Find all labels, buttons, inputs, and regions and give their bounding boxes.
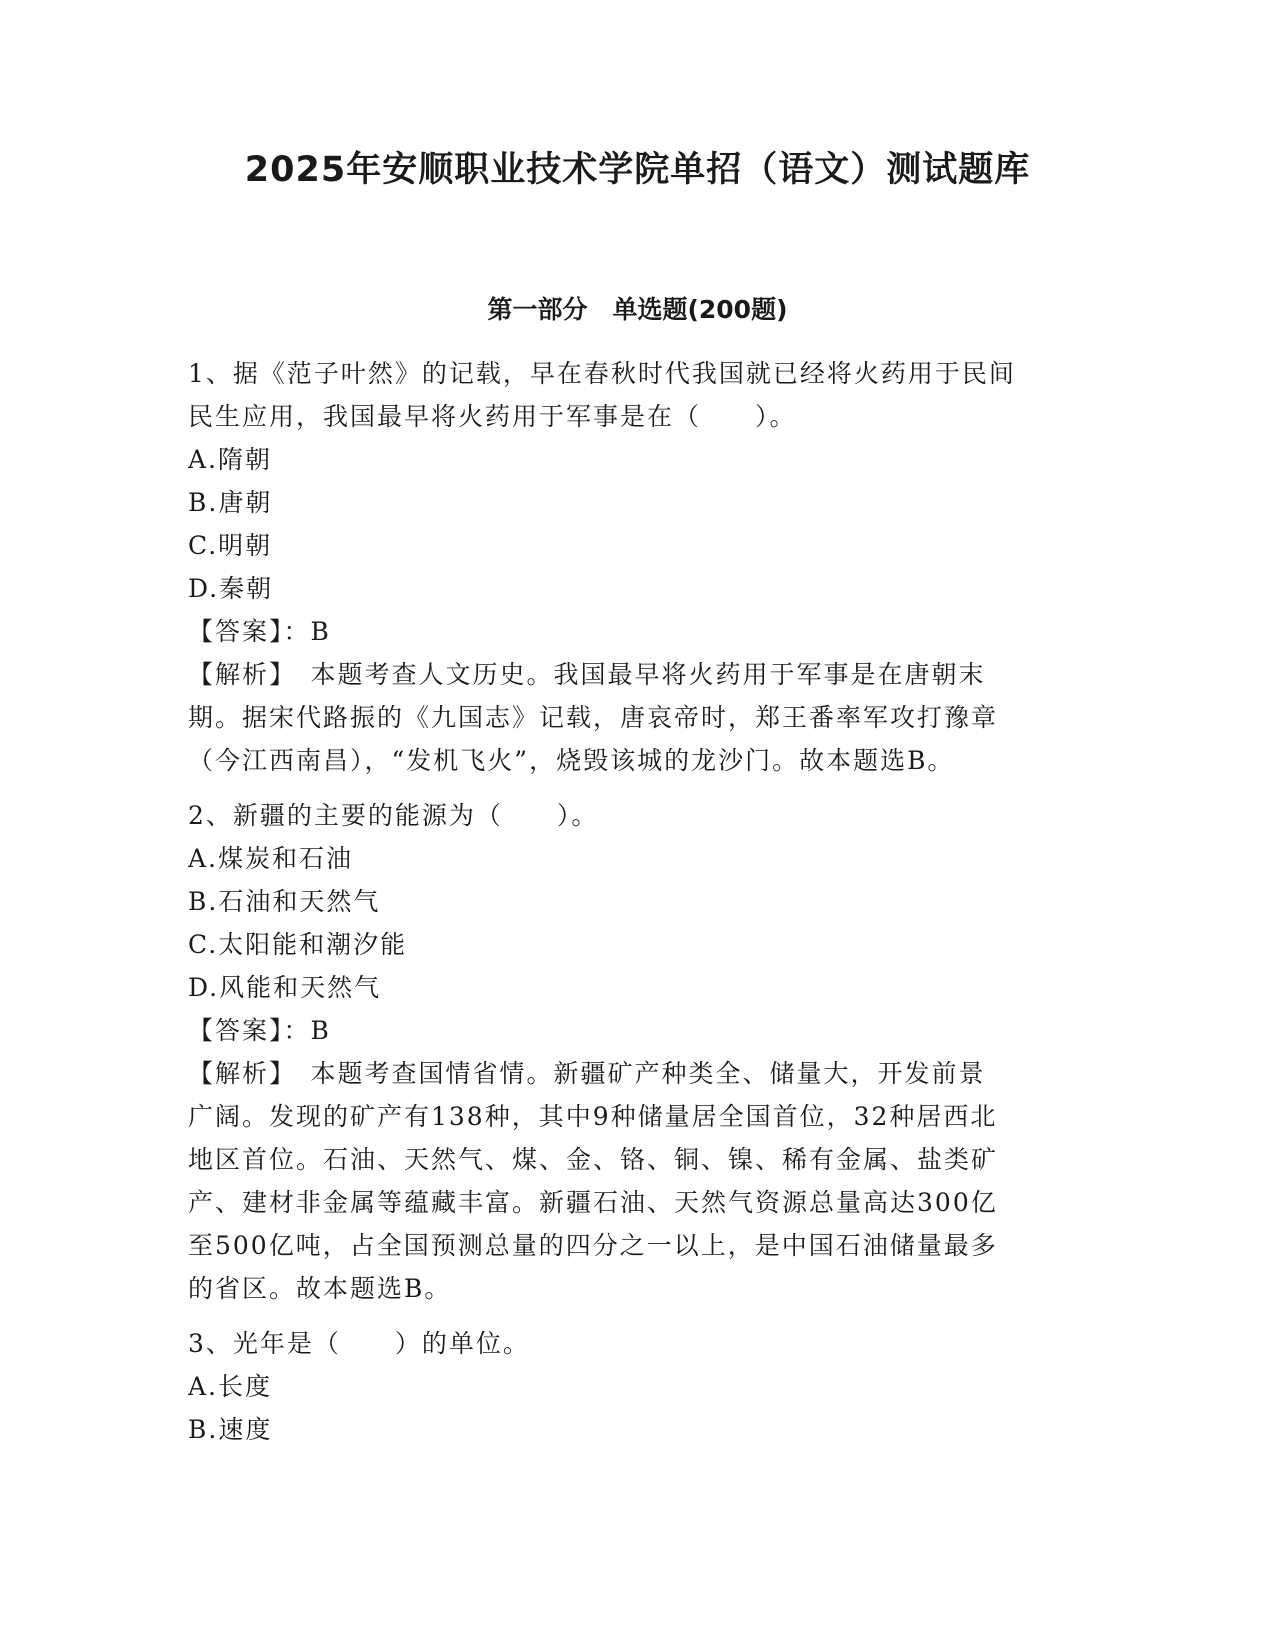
question-2 xyxy=(188,794,1083,1310)
analysis-text: 期。据宋代路振的《九国志》记载，唐哀帝时，郑王番率军攻打豫章 xyxy=(188,703,999,732)
section-title: 第一部分 单选题(200题) xyxy=(487,295,788,324)
option-b: B.唐朝 xyxy=(188,488,273,517)
option-b: B.速度 xyxy=(188,1415,273,1444)
question-stem-line: 1、据《范子叶然》的记载，早在春秋时代我国就已经将火药用于民间 xyxy=(188,359,1016,388)
analysis-text: 的省区。故本题选B。 xyxy=(188,1274,452,1303)
analysis-text: （今江西南昌），“发机飞火”，烧毁该城的龙沙门。故本题选B。 xyxy=(188,746,955,775)
question-3 xyxy=(188,1322,1083,1451)
analysis-line xyxy=(188,653,1083,696)
answer-line xyxy=(188,1009,1083,1052)
answer-line xyxy=(188,610,1083,653)
option-d: D.秦朝 xyxy=(188,574,274,603)
analysis-text: 本题考查人文历史。我国最早将火药用于军事是在唐朝末 xyxy=(310,660,986,689)
option-a: A.隋朝 xyxy=(188,445,273,474)
answer-label: 【答案】： xyxy=(188,617,311,646)
question-list xyxy=(188,352,1083,1463)
question-stem-line: 2、新疆的主要的能源为（ ）。 xyxy=(188,801,599,830)
option-c: C.太阳能和潮汐能 xyxy=(188,930,408,959)
analysis-text: 地区首位。石油、天然气、煤、金、铬、铜、镍、稀有金属、盐类矿 xyxy=(188,1145,999,1174)
analysis-line xyxy=(188,1052,1083,1095)
analysis-label: 【解析】 xyxy=(188,1059,311,1088)
document-title: 2025年安顺职业技术学院单招（语文）测试题库 xyxy=(244,150,1031,190)
question-stem-line: 民生应用，我国最早将火药用于军事是在（ ）。 xyxy=(188,402,797,431)
analysis-text: 至500亿吨，占全国预测总量的四分之一以上，是中国石油储量最多 xyxy=(188,1231,998,1260)
option-a: A.煤炭和石油 xyxy=(188,844,354,873)
option-a: A.长度 xyxy=(188,1372,273,1401)
option-d: D.风能和天然气 xyxy=(188,973,382,1002)
analysis-label: 【解析】 xyxy=(188,660,311,689)
answer-label: 【答案】： xyxy=(188,1016,311,1045)
analysis-text: 本题考查国情省情。新疆矿产种类全、储量大，开发前景 xyxy=(310,1059,986,1088)
analysis-text: 产、建材非金属等蕴藏丰富。新疆石油、天然气资源总量高达300亿 xyxy=(188,1188,998,1217)
analysis-text: 广阔。发现的矿产有138种，其中9种储量居全国首位，32种居西北 xyxy=(188,1102,998,1131)
question-stem-line: 3、光年是（ ）的单位。 xyxy=(188,1329,530,1358)
answer-value: B xyxy=(310,1016,331,1045)
option-b: B.石油和天然气 xyxy=(188,887,381,916)
answer-value: B xyxy=(310,617,331,646)
option-c: C.明朝 xyxy=(188,531,273,560)
question-1 xyxy=(188,352,1083,782)
